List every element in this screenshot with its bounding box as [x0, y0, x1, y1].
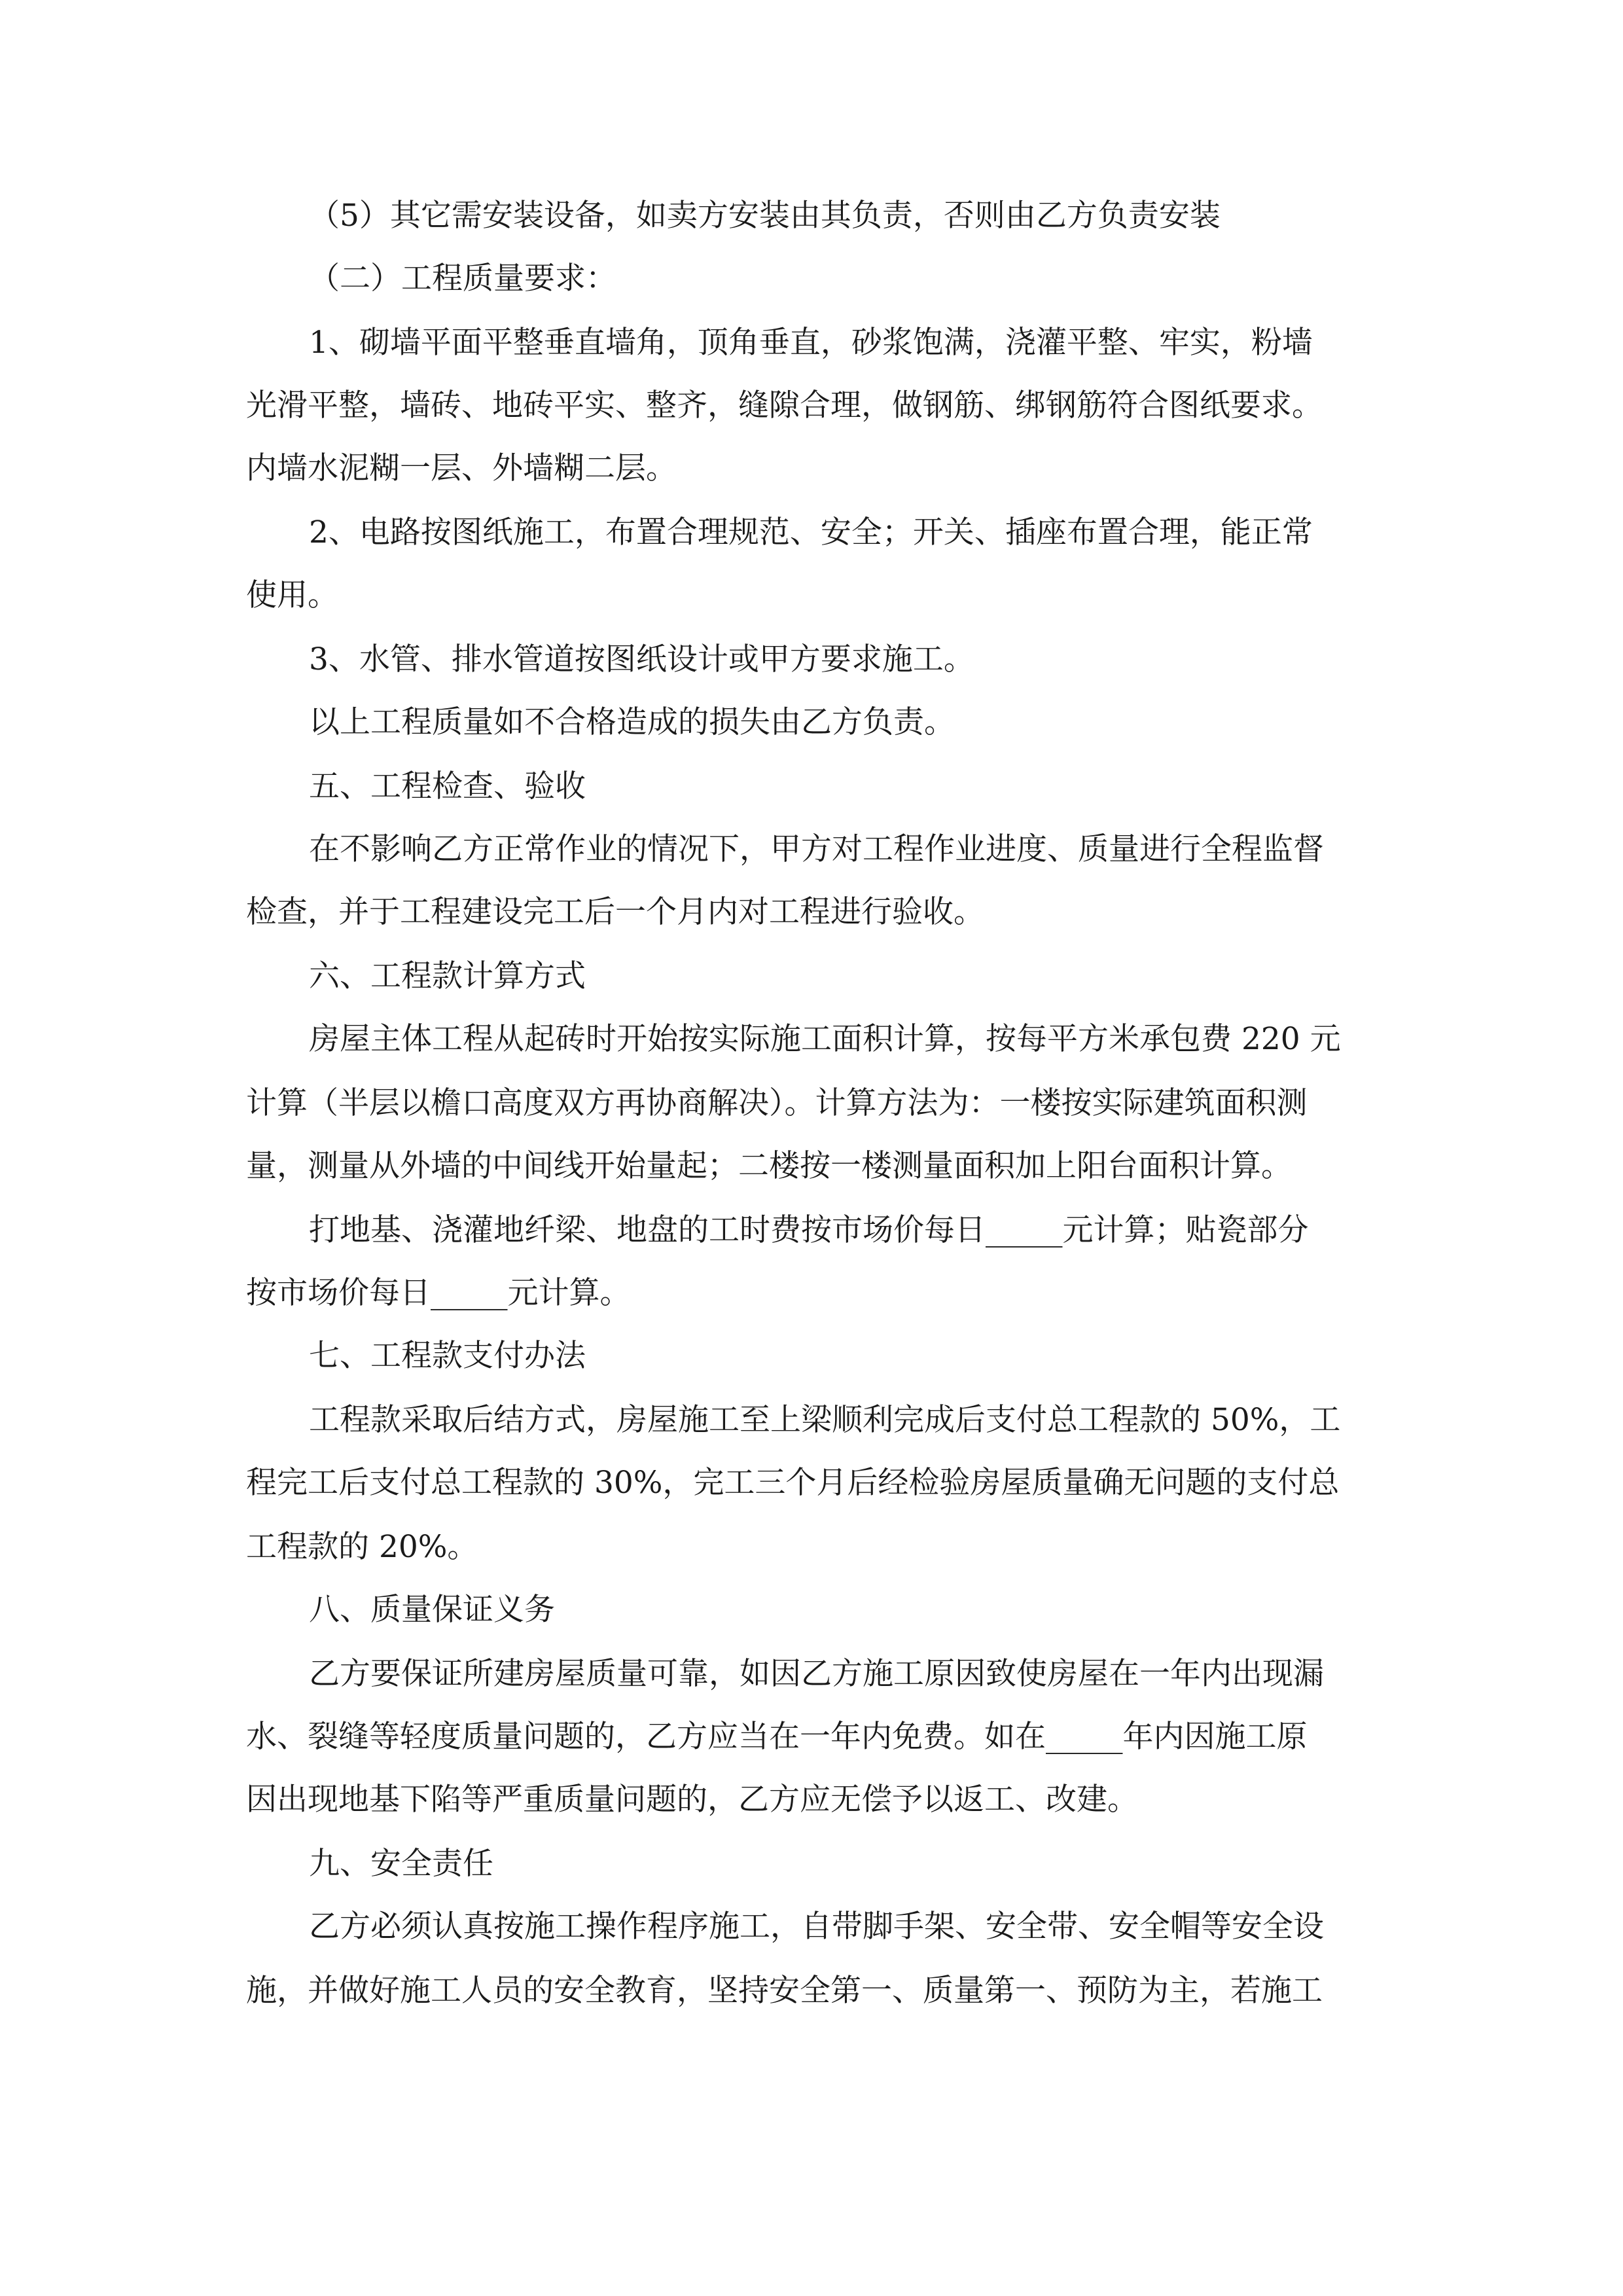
text-line: 计算（半层以檐口高度双方再协商解决）。计算方法为：一楼按实际建筑面积测 — [246, 1085, 1308, 1121]
text-line: 打地基、浇灌地纤梁、地盘的工时费按市场价每日_____元计算；贴瓷部分 — [309, 1212, 1309, 1248]
text-line: 按市场价每日_____元计算。 — [246, 1275, 631, 1311]
text-line: 2、电路按图纸施工，布置合理规范、安全；开关、插座布置合理，能正常 — [309, 514, 1313, 550]
text-line: 量，测量从外墙的中间线开始量起；二楼按一楼测量面积加上阳台面积计算。 — [246, 1148, 1292, 1184]
section-heading: 九、安全责任 — [309, 1846, 493, 1882]
section-heading: 六、工程款计算方式 — [309, 958, 586, 994]
text-line: 以上工程质量如不合格造成的损失由乙方负责。 — [309, 704, 955, 740]
text-line: 光滑平整，墙砖、地砖平实、整齐，缝隙合理，做钢筋、绑钢筋符合图纸要求。 — [246, 387, 1323, 423]
text-line: 使用。 — [246, 577, 338, 613]
text-line: 工程款采取后结方式，房屋施工至上梁顺利完成后支付总工程款的 50%，工 — [309, 1402, 1341, 1438]
section-heading: 八、质量保证义务 — [309, 1592, 555, 1628]
text-line: 房屋主体工程从起砖时开始按实际施工面积计算，按每平方米承包费 220 元 — [309, 1021, 1341, 1057]
text-line: 在不影响乙方正常作业的情况下，甲方对工程作业进度、质量进行全程监督 — [309, 831, 1324, 867]
text-line: 程完工后支付总工程款的 30%，完工三个月后经检验房屋质量确无问题的支付总 — [246, 1465, 1340, 1501]
text-line: 内墙水泥糊一层、外墙糊二层。 — [246, 450, 677, 486]
text-line: 工程款的 20%。 — [246, 1529, 478, 1565]
text-line: 乙方要保证所建房屋质量可靠，如因乙方施工原因致使房屋在一年内出现漏 — [309, 1656, 1324, 1692]
section-heading: （二）工程质量要求： — [309, 260, 616, 296]
text-line: （5）其它需安装设备，如卖方安装由其负责，否则由乙方负责安装 — [309, 198, 1221, 234]
section-heading: 七、工程款支付办法 — [309, 1338, 586, 1374]
text-line: 因出现地基下陷等严重质量问题的，乙方应无偿予以返工、改建。 — [246, 1782, 1138, 1818]
text-line: 检查，并于工程建设完工后一个月内对工程进行验收。 — [246, 894, 984, 930]
text-line: 乙方必须认真按施工操作程序施工，自带脚手架、安全带、安全帽等安全设 — [309, 1909, 1324, 1945]
section-heading: 五、工程检查、验收 — [309, 768, 586, 804]
text-line: 水、裂缝等轻度质量问题的，乙方应当在一年内免费。如在_____年内因施工原 — [246, 1719, 1308, 1755]
text-line: 1、砌墙平面平整垂直墙角，顶角垂直，砂浆饱满，浇灌平整、牢实，粉墙 — [309, 325, 1313, 361]
text-line: 施，并做好施工人员的安全教育，坚持安全第一、质量第一、预防为主，若施工 — [246, 1973, 1323, 2009]
text-line: 3、水管、排水管道按图纸设计或甲方要求施工。 — [309, 641, 974, 677]
